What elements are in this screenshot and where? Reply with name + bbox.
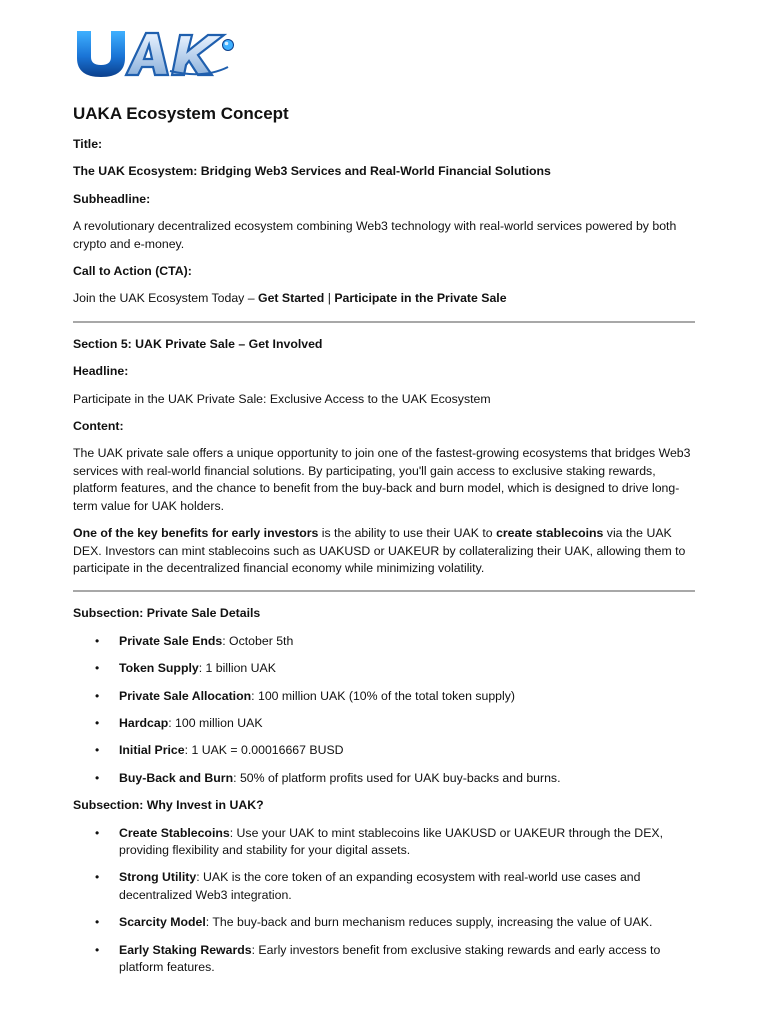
detail-value: : 100 million UAK (10% of the total token supply) [251,688,515,703]
list-item [73,825,695,860]
headline-text: Participate in the UAK Private Sale: Exclusive Access to the UAK Ecosystem [73,391,491,406]
detail-label: Private Sale Ends [119,633,223,648]
subheadline-label: Subheadline: [73,191,151,206]
divider [73,590,695,592]
list-item [73,770,695,787]
why-title: Subsection: Why Invest in UAK? [73,798,264,813]
cta-line [73,290,695,307]
list-item [73,942,695,977]
bullet-icon: • [95,870,100,885]
create-stablecoins-bold: create stablecoins [496,526,604,541]
document-heading: UAKA Ecosystem Concept [73,104,289,123]
subheadline-text: A revolutionary decentralized ecosystem combining Web3 technology with real-world services powered by both crypto and e-money. [73,219,677,251]
why-value: : UAK is the core token of an expanding ecosystem with real-world use cases and decentralized Web3 integration. [119,870,641,902]
divider [73,321,695,323]
title-text: The UAK Ecosystem: Bridging Web3 Services and Real-World Financial Solutions [73,164,551,179]
detail-label: Buy-Back and Burn [119,770,234,785]
bullet-icon: • [95,942,100,957]
details-title: Subsection: Private Sale Details [73,606,261,621]
uak-logo [74,27,238,80]
content-paragraph-2-mid: is the ability to use their UAK to [318,526,497,541]
why-label: Strong Utility [119,870,197,885]
cta-label: Call to Action (CTA): [73,264,192,279]
detail-value: : 50% of platform profits used for UAK buy-backs and burns. [233,770,561,785]
bullet-icon: • [95,633,100,648]
why-value: : The buy-back and burn mechanism reduces supply, increasing the value of UAK. [205,915,653,930]
cta-participate: Participate in the Private Sale [334,291,507,306]
detail-value: : 1 billion UAK [198,661,276,676]
list-item [73,914,695,931]
content-paragraph-1: The UAK private sale offers a unique opportunity to join one of the fastest-growing ecosystems that bridges Web3 services with real-world financial solutions. By participating, you'll gain access to exclusive staking rewards, platform features, and the chance to benefit from the buy-back and burn model, which is designed to drive long-term value for UAK holders. [73,446,691,513]
bullet-icon: • [95,743,100,758]
detail-value: : 100 million UAK [168,715,263,730]
detail-label: Private Sale Allocation [119,688,252,703]
headline-label: Headline: [73,364,129,379]
content-paragraph-2 [73,525,695,577]
bullet-icon: • [95,770,100,785]
private-sale-details-list [73,633,695,787]
content-label: Content: [73,419,124,434]
cta-prefix: Join the UAK Ecosystem Today – [73,291,258,306]
detail-label: Hardcap [119,715,169,730]
why-invest-list [73,825,695,977]
list-item [73,660,695,677]
key-benefits-bold: One of the key benefits for early investors [73,526,319,541]
list-item [73,869,695,904]
detail-value: : 1 UAK = 0.00016667 BUSD [184,743,344,758]
cta-get-started: Get Started [258,291,325,306]
detail-label: Initial Price [119,743,185,758]
bullet-icon: • [95,915,100,930]
title-label: Title: [73,137,103,151]
detail-label: Token Supply [119,661,199,676]
bullet-icon: • [95,825,100,840]
why-value: : Use your UAK to mint stablecoins like UAKUSD or UAKEUR through the DEX, providing flexibility and stability for your digital assets. [119,825,664,857]
why-value: : Early investors benefit from exclusive staking rewards and early access to platform features. [119,942,661,974]
why-label: Early Staking Rewards [119,942,252,957]
bullet-icon: • [95,661,100,676]
detail-value: : October 5th [222,633,294,648]
cta-separator: | [324,291,335,306]
why-label: Scarcity Model [119,915,206,930]
content-paragraph-2-rest: via the UAK DEX. Investors can mint stablecoins such as UAKUSD or UAKEUR by collateralizing their UAK, allowing them to participate in the decentralized financial economy while minimizing volatility. [73,526,686,575]
why-label: Create Stablecoins [119,825,230,840]
list-item [73,688,695,705]
list-item [73,715,695,732]
bullet-icon: • [95,715,100,730]
document-body [73,102,695,976]
list-item [73,633,695,650]
section5-title: Section 5: UAK Private Sale – Get Involved [73,336,323,351]
list-item [73,742,695,759]
bullet-icon: • [95,688,100,703]
